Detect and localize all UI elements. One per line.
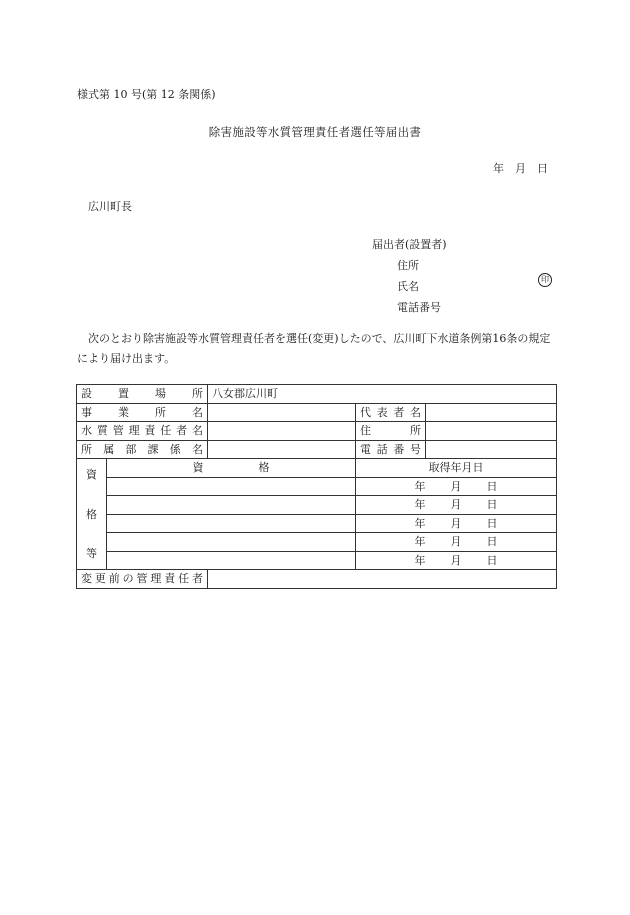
table-row bbox=[77, 496, 557, 515]
date-month: 月 bbox=[450, 498, 462, 512]
table-row bbox=[77, 440, 557, 459]
applicant-name-label: 氏名 bbox=[397, 280, 419, 293]
date-month: 月 bbox=[450, 516, 462, 530]
representative-label: 代表者名 bbox=[356, 403, 426, 422]
applicant-phone-label: 電話番号 bbox=[397, 301, 441, 314]
acquired-date-cell[interactable] bbox=[356, 496, 557, 515]
manager-address-value[interactable] bbox=[426, 422, 557, 441]
notification-form-table bbox=[76, 384, 557, 589]
date-day: 日 bbox=[486, 553, 498, 567]
seal-mark: 印 bbox=[538, 273, 552, 287]
table-row bbox=[77, 533, 557, 552]
manager-name-label: 水質管理責任者名 bbox=[77, 422, 208, 441]
applicant-address-label: 住所 bbox=[397, 259, 419, 272]
table-row bbox=[77, 459, 557, 478]
body-text: 次のとおり除害施設等水質管理責任者を選任(変更)したので、広川町下水道条例第16条の規定により届け出ます。 bbox=[77, 332, 551, 365]
qualifications-side-label bbox=[77, 459, 107, 570]
addressee: 広川町長 bbox=[88, 200, 132, 213]
date-day: 日 bbox=[486, 479, 498, 493]
manager-address-label: 住所 bbox=[356, 422, 426, 441]
install-location-value[interactable]: 八女郡広川町 bbox=[208, 385, 557, 404]
qualification-header: 資 格 bbox=[107, 459, 356, 478]
table-row bbox=[77, 514, 557, 533]
table-row bbox=[77, 385, 557, 404]
table-row bbox=[77, 570, 557, 589]
office-name-value[interactable] bbox=[208, 403, 356, 422]
quals-side-char: 格 bbox=[86, 507, 97, 521]
department-label: 所属部課係名 bbox=[77, 440, 208, 459]
previous-manager-label: 変更前の管理責任者 bbox=[77, 570, 208, 589]
install-location-label: 設置場所 bbox=[77, 385, 208, 404]
applicant-label: 届出者(設置者) bbox=[372, 238, 447, 251]
date-month: 月 bbox=[450, 535, 462, 549]
office-name-label: 事業所名 bbox=[77, 403, 208, 422]
date-year: 年 bbox=[414, 516, 426, 530]
date-year: 年 bbox=[414, 498, 426, 512]
acquired-date-cell[interactable] bbox=[356, 533, 557, 552]
phone-label: 電話番号 bbox=[356, 440, 426, 459]
representative-value[interactable] bbox=[426, 403, 557, 422]
date-day: 日 bbox=[486, 516, 498, 530]
phone-value[interactable] bbox=[426, 440, 557, 459]
quals-side-char: 資 bbox=[86, 468, 97, 481]
qualification-cell[interactable] bbox=[107, 551, 356, 570]
manager-name-value[interactable] bbox=[208, 422, 356, 441]
form-number: 様式第 10 号(第 12 条関係) bbox=[77, 88, 216, 101]
table-row bbox=[77, 403, 557, 422]
qualification-cell[interactable] bbox=[107, 514, 356, 533]
table-row bbox=[77, 551, 557, 570]
qualification-cell[interactable] bbox=[107, 477, 356, 496]
acquired-date-cell[interactable] bbox=[356, 551, 557, 570]
date-day: 日 bbox=[486, 498, 498, 512]
qualification-cell[interactable] bbox=[107, 533, 356, 552]
department-value[interactable] bbox=[208, 440, 356, 459]
date-day: 日 bbox=[486, 535, 498, 549]
date-year: 年 bbox=[414, 479, 426, 493]
date-year: 年 bbox=[414, 535, 426, 549]
date-line: 年 月 日 bbox=[493, 162, 548, 175]
document-title: 除害施設等水質管理責任者選任等届出書 bbox=[208, 125, 422, 139]
acquired-date-cell[interactable] bbox=[356, 477, 557, 496]
table-row bbox=[77, 477, 557, 496]
date-year: 年 bbox=[414, 553, 426, 567]
date-month: 月 bbox=[450, 479, 462, 493]
table-row bbox=[77, 422, 557, 441]
previous-manager-value[interactable] bbox=[208, 570, 557, 589]
date-month: 月 bbox=[450, 553, 462, 567]
qualification-cell[interactable] bbox=[107, 496, 356, 515]
applicant-block bbox=[372, 234, 447, 318]
quals-side-char: 等 bbox=[86, 547, 97, 560]
acquired-date-cell[interactable] bbox=[356, 514, 557, 533]
acquired-date-header: 取得年月日 bbox=[356, 459, 557, 478]
